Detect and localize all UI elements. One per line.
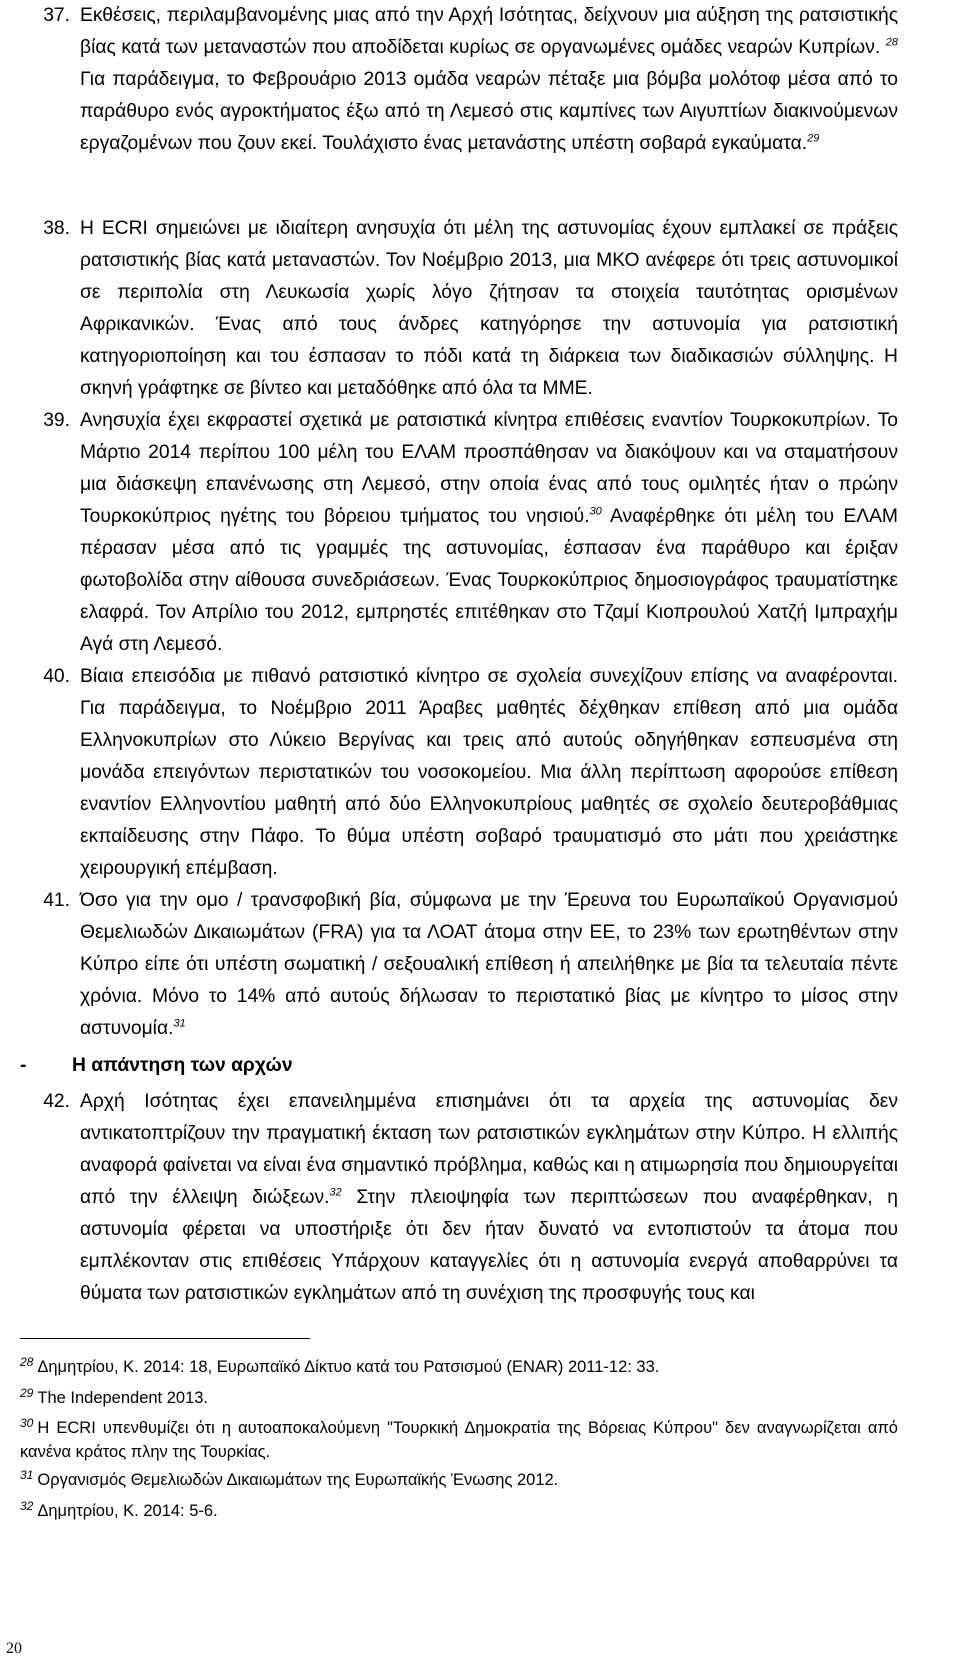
paragraph-text: Ανησυχία έχει εκφραστεί σχετικά με ρατσιστικά κίνητρα επιθέσεις εναντίον Τουρκοκυπρίων. Το Μάρτιο 2014 περίπου 100 μέλη του ΕΛΑΜ προσπάθησαν να διακόψουν και να σταματήσουν μια διάσκεψη επανένωσης στη Λεμεσό, στην οποία ένας από τους ομιλητές ήταν ο πρώην Τουρκοκύπριος ηγέτης του βόρειου τμήματος του νησιού.	[80, 410, 898, 527]
footnote-text: The Independent 2013.	[37, 1389, 209, 1407]
footnote-text: Η ECRI υπενθυμίζει ότι η αυτοαποκαλούμενη "Τουρκική Δημοκρατία της Βόρειας Κύπρου" δεν αναγνωρίζεται από κανένα κράτος πλην της Τουρκίας.	[20, 1419, 898, 1461]
paragraph-number: 40.	[43, 666, 70, 687]
paragraph	[43, 1086, 898, 1310]
footnote-number: 31	[20, 1467, 34, 1482]
paragraph	[43, 885, 898, 1045]
footnote-reference[interactable]: 32	[329, 1186, 342, 1199]
paragraph-text: Αρχή Ισότητας έχει επανειλημμένα επισημάνει ότι τα αρχεία της αστυνομίας δεν αντικατοπτρίζουν την πραγματική έκταση των ρατσιστικών εγκλημάτων στην Κύπρο. Η ελλιπής αναφορά φαίνεται να είναι ένα σημαντικό πρόβλημα, καθώς και η ατιμωρησία που δημιουργείται από την έλλειψη διώξεων.	[80, 1091, 898, 1208]
footnote	[20, 1416, 898, 1464]
footnote-text: Οργανισμός Θεμελιωδών Δικαιωμάτων της Ευρωπαϊκής Ένωσης 2012.	[37, 1471, 559, 1489]
paragraph	[43, 213, 898, 405]
paragraph-text: Στην πλειοψηφία των περιπτώσεων που αναφέρθηκαν, η αστυνομία φέρεται να υποστήριξε ότι δεν ήταν δυνατό να εντοπιστούν τα άτομα που εμπλέκονταν στις επιθέσεις Υπάρχουν καταγγελίες ότι η αστυνομία ενεργά αποθαρρύνει τα θύματα των ρατσιστικών εγκλημάτων από τη συνέχιση της προσφυγής τους και	[80, 1187, 898, 1304]
footnote-number: 28	[20, 1354, 34, 1369]
footnote-reference[interactable]: 28	[885, 36, 898, 49]
paragraph-number: 38.	[43, 218, 70, 239]
paragraph	[43, 661, 898, 885]
heading-text: Η απάντηση των αρχών	[72, 1055, 293, 1076]
footnote-text: Δημητρίου, Κ. 2014: 18, Ευρωπαϊκό Δίκτυο κατά του Ρατσισμού (ENAR) 2011-12: 33.	[37, 1358, 660, 1376]
section-heading	[20, 1050, 293, 1082]
footnote-number: 32	[20, 1498, 34, 1513]
paragraph-number: 42.	[43, 1091, 70, 1112]
footnote	[20, 1499, 898, 1523]
paragraph	[43, 0, 898, 160]
paragraph-number: 41.	[43, 890, 70, 911]
paragraph-text: Για παράδειγμα, το Φεβρουάριο 2013 ομάδα νεαρών πέταξε μια βόμβα μολότοφ μέσα από το παράθυρο ενός αγροκτήματος έξω από τη Λεμεσό στις καμπίνες των Αιγυπτίων διακινούμενων εργαζομένων που ζουν εκεί. Τουλάχιστο ένας μετανάστης υπέστη σοβαρά εγκαύματα.	[80, 69, 898, 154]
paragraph	[43, 405, 898, 661]
paragraph-text: Εκθέσεις, περιλαμβανομένης μιας από την Αρχή Ισότητας, δείχνουν μια αύξηση της ρατσιστικής βίας κατά των μεταναστών που αποδίδεται κυρίως σε οργανωμένες ομάδες νεαρών Κυπρίων.	[80, 5, 898, 58]
paragraph-text: Βίαια επεισόδια με πιθανό ρατσιστικό κίνητρο σε σχολεία συνεχίζουν επίσης να αναφέρονται. Για παράδειγμα, το Νοέμβριο 2011 Άραβες μαθητές δέχθηκαν επίθεση από μια ομάδα Ελληνοκυπρίων στο Λύκειο Βεργίνας και τρεις από αυτούς οδηγήθηκαν εσπευσμένα στη μονάδα επειγόντων περιστατικών του νοσοκομείου. Μια άλλη περίπτωση αφορούσε επίθεση εναντίον Ελληνοντίου μαθητή από δύο Ελληνοκυπρίους μαθητές σε σχολείο δευτεροβάθμιας εκπαίδευσης στην Πάφο. Το θύμα υπέστη σοβαρό τραυματισμό στο μάτι που χρειάστηκε χειρουργική επέμβαση.	[80, 666, 898, 879]
footnote-reference[interactable]: 29	[807, 132, 820, 145]
footnote-reference[interactable]: 31	[173, 1017, 186, 1030]
paragraph-number: 39.	[43, 410, 70, 431]
page-number: 20	[6, 1640, 22, 1657]
paragraph-text: Όσο για την ομο / τρανσφοβική βία, σύμφωνα με την Έρευνα του Ευρωπαϊκού Οργανισμού Θεμελιωδών Δικαιωμάτων (FRA) για τα ΛΟΑΤ άτομα στην ΕΕ, το 23% των ερωτηθέντων στην Κύπρο είπε ότι υπέστη σωματική / σεξουαλική επίθεση ή απειλήθηκε με βία τα τελευταία πέντε χρόνια. Μόνο το 14% από αυτούς δήλωσαν το περιστατικό βίας με κίνητρο το μίσος στην αστυνομία.	[80, 890, 898, 1039]
heading-dash: -	[20, 1055, 27, 1076]
paragraph-text: Αναφέρθηκε ότι μέλη του ΕΛΑΜ πέρασαν μέσα από τις γραμμές της αστυνομίας, έσπασαν ένα παράθυρο και έριξαν φωτοβολίδα στην αίθουσα συνεδριάσεων. Ένας Τουρκοκύπριος δημοσιογράφος τραυματίστηκε ελαφρά. Τον Απρίλιο του 2012, εμπρηστές επιτέθηκαν στο Τζαμί Κιοπρουλού Χατζή Ιμπραχήμ Αγά στη Λεμεσό.	[80, 506, 898, 655]
footnote-separator	[20, 1338, 310, 1339]
paragraph-number: 37.	[43, 5, 70, 26]
footnote-text: Δημητρίου, Κ. 2014: 5-6.	[37, 1502, 218, 1520]
paragraph-text: Η ECRI σημειώνει με ιδιαίτερη ανησυχία ότι μέλη της αστυνομίας έχουν εμπλακεί σε πράξεις ρατσιστικής βίας κατά μεταναστών. Τον Νοέμβριο 2013, μια ΜΚΟ ανέφερε ότι τρεις αστυνομικοί σε περιπολία στη Λευκωσία χωρίς λόγο ζήτησαν τα στοιχεία ταυτότητας ορισμένων Αφρικανικών. Ένας από τους άνδρες κατηγόρησε την αστυνομία για ρατσιστική κατηγοριοποίηση και του έσπασαν το πόδι κατά τη διάρκεια των διαδικασιών σύλληψης. Η σκηνή γράφτηκε σε βίντεο και μεταδόθηκε από όλα τα ΜΜΕ.	[80, 218, 898, 399]
footnote	[20, 1468, 898, 1492]
footnote	[20, 1386, 898, 1410]
footnote-number: 30	[20, 1415, 34, 1430]
footnote	[20, 1355, 898, 1379]
footnote-reference[interactable]: 30	[589, 505, 602, 518]
footnote-number: 29	[20, 1385, 34, 1400]
